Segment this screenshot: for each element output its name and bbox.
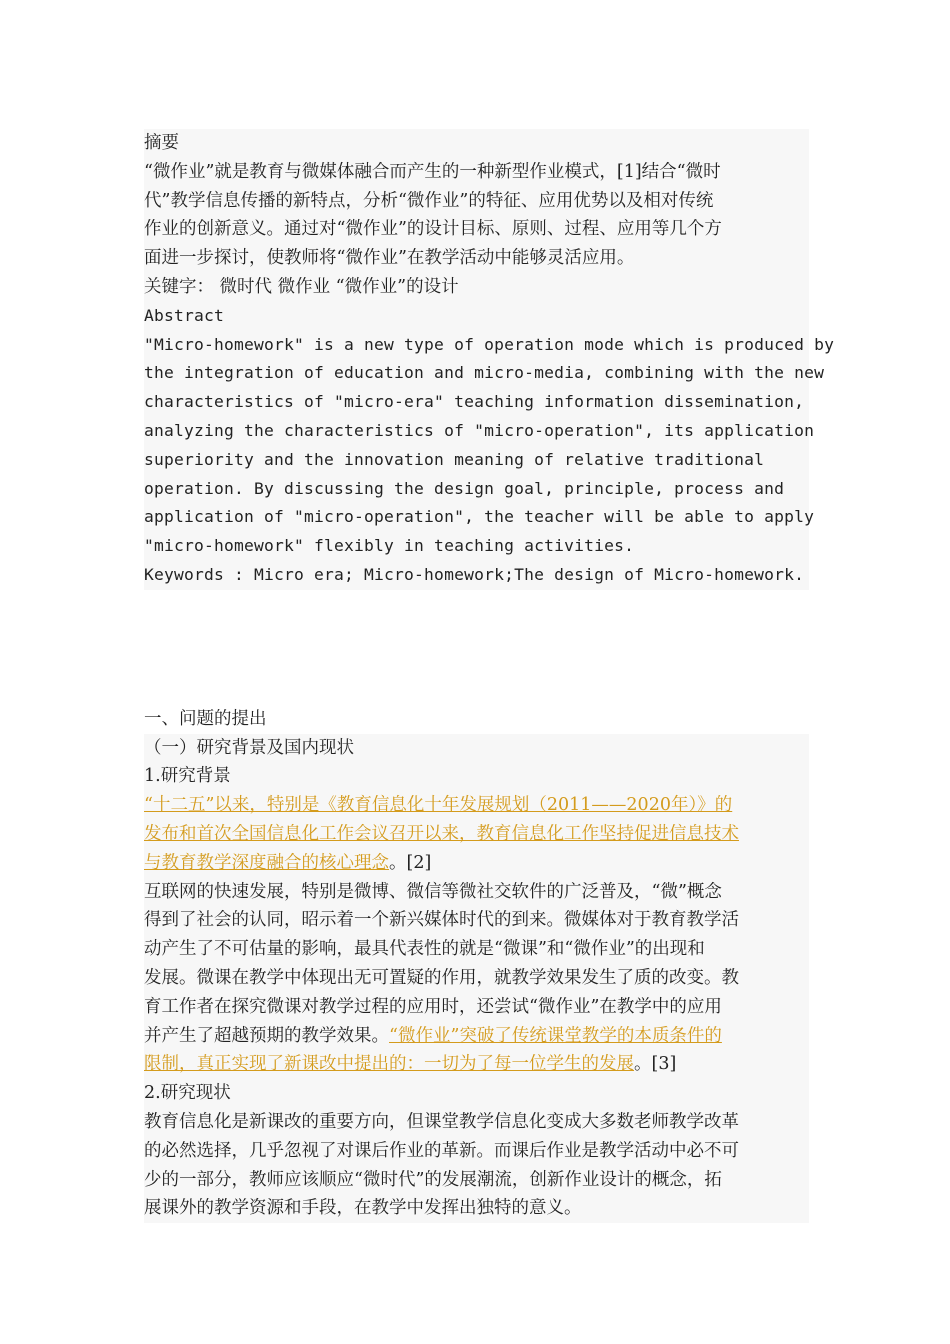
abstract-en-line: "Micro-homework" is a new type of operation mode which is produced by [144,331,809,360]
abstract-cn-line: 代”教学信息传播的新特点，分析“微作业”的特征、应用优势以及相对传统 [144,187,809,216]
reference-link[interactable]: “微作业”突破了传统课堂教学的本质条件的 [389,1025,722,1046]
reference-link[interactable]: 限制，真正实现了新课改中提出的：一切为了每一位学生的发展 [144,1054,634,1075]
abstract-en-heading: Abstract [144,302,809,331]
paragraph-line [144,791,809,820]
paragraph-line: 教育信息化是新课改的重要方向，但课堂教学信息化变成大多数老师教学改革 [144,1108,809,1137]
paragraph-line: 展课外的教学资源和手段，在教学中发挥出独特的意义。 [144,1194,809,1223]
abstract-en-line: application of "micro-operation", the teacher will be able to apply [144,503,809,532]
abstract-cn-line: “微作业”就是教育与微媒体融合而产生的一种新型作业模式，[1]结合“微时 [144,158,809,187]
paragraph-line: 互联网的快速发展，特别是微博、微信等微社交软件的广泛普及，“微”概念 [144,878,809,907]
section-heading: 一、问题的提出 [144,708,267,729]
abstract-cn-line: 面进一步探讨，使教师将“微作业”在教学活动中能够灵活应用。 [144,244,809,273]
reference-link[interactable]: 发布和首次全国信息化工作会议召开以来，教育信息化工作坚持促进信息技术 [144,823,739,844]
abstract-cn-line: 作业的创新意义。通过对“微作业”的设计目标、原则、过程、应用等几个方 [144,215,809,244]
abstract-cn-heading: 摘要 [144,129,809,158]
abstract-en-line: characteristics of "micro-era" teaching information dissemination, [144,388,809,417]
section-subheading: （一）研究背景及国内现状 [144,734,809,763]
abstract-en-line: the integration of education and micro-media, combining with the new [144,359,809,388]
abstract-en-line: superiority and the innovation meaning of relative traditional [144,446,809,475]
section-gap [144,590,809,705]
citation: 。[2] [389,852,432,873]
abstract-en-keywords: Keywords : Micro era; Micro-homework;The design of Micro-homework. [144,561,809,590]
paragraph-line: 育工作者在探究微课对教学过程的应用时，还尝试“微作业”在教学中的应用 [144,993,809,1022]
abstract-en-line: operation. By discussing the design goal, principle, process and [144,475,809,504]
citation: 。[3] [634,1054,677,1075]
item-title: 2.研究现状 [144,1079,809,1108]
abstract-cn-keywords: 关键字： 微时代 微作业 “微作业”的设计 [144,273,809,302]
paragraph-line: 得到了社会的认同，昭示着一个新兴媒体时代的到来。微媒体对于教育教学活 [144,906,809,935]
paragraph-line [144,1022,809,1051]
item-title: 1.研究背景 [144,762,809,791]
paragraph-text: 并产生了超越预期的教学效果。 [144,1025,389,1046]
abstract-en-line: analyzing the characteristics of "micro-operation", its application [144,417,809,446]
paragraph-line: 少的一部分，教师应该顺应“微时代”的发展潮流，创新作业设计的概念，拓 [144,1166,809,1195]
paragraph-line [144,820,809,849]
reference-link[interactable]: 与教育教学深度融合的核心理念 [144,852,389,873]
paragraph-line: 动产生了不可估量的影响，最具代表性的就是“微课”和“微作业”的出现和 [144,935,809,964]
paragraph-line [144,849,809,878]
paragraph-line [144,1050,809,1079]
document-page [144,129,835,1223]
abstract-en-line: "micro-homework" flexibly in teaching activities. [144,532,809,561]
reference-link[interactable]: “十二五”以来，特别是《教育信息化十年发展规划（2011——2020年）》的 [144,795,733,816]
paragraph-line: 发展。微课在教学中体现出无可置疑的作用，就教学效果发生了质的改变。教 [144,964,809,993]
paragraph-line: 的必然选择，几乎忽视了对课后作业的革新。而课后作业是教学活动中必不可 [144,1137,809,1166]
